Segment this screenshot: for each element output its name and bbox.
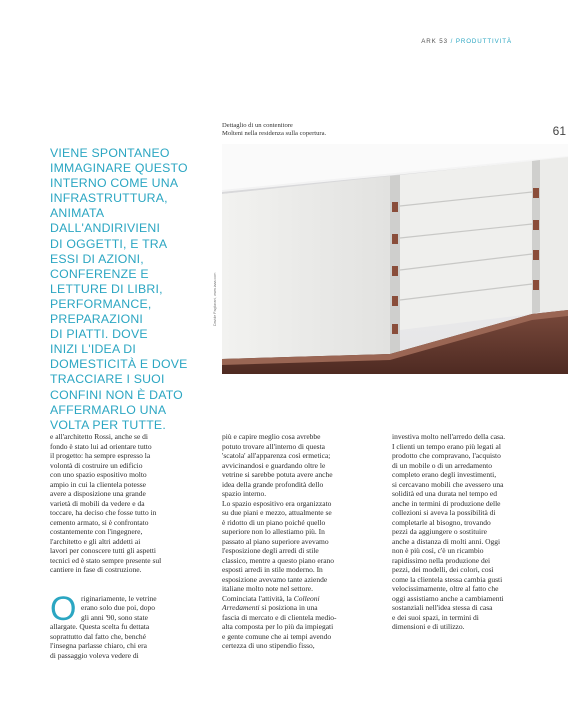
pull-quote-line: INFRASTRUTTURA, <box>50 191 168 206</box>
pull-quote-line: PERFORMANCE, <box>50 296 152 311</box>
pull-quote <box>50 146 228 433</box>
body-line: non è più così, c'è un ricambio <box>392 546 484 555</box>
pull-quote-line: ESSI DI AZIONI, <box>50 251 144 266</box>
pull-quote-line: INIZI L'IDEA DI <box>50 342 136 357</box>
cabinet-illustration <box>222 144 568 374</box>
body-line: l'architetto e gli altri addetti ai <box>50 536 141 546</box>
body-line: pezzi da aggiungere o sostituire <box>392 527 487 536</box>
pull-quote-line: VOLTA PER TUTTE. <box>50 417 166 432</box>
body-line: solidità ed una durata nel tempo ed <box>392 489 497 498</box>
body-line: tecnici ed è stato sempre presente sul <box>50 555 162 565</box>
page-number: 61 <box>552 124 566 138</box>
body-line: l'esposizione degli arredi di stile <box>222 546 319 555</box>
body-line: soprattutto dal fatto che, benché <box>50 631 147 641</box>
body-line: e dei suoi spazi, in termini di <box>392 612 479 622</box>
body-line: di passaggio voleva vedere di <box>50 650 139 660</box>
body-line: anche in termini di produzione delle <box>392 498 501 508</box>
body-text: si posiziona in una <box>259 603 318 612</box>
pull-quote-line: CONFINI NON È DATO <box>50 387 183 402</box>
body-line: vetrine si sarebbe potuta avere anche <box>222 470 333 479</box>
running-header <box>421 38 512 45</box>
body-line: di un mobile o di un arredamento <box>392 460 492 470</box>
body-line <box>222 594 370 604</box>
drop-cap: O <box>50 589 77 628</box>
body-line: con uno spazio espositivo molto <box>50 470 147 479</box>
pull-quote-line: AFFERMARLO UNA <box>50 402 167 417</box>
body-line <box>222 603 370 613</box>
pull-quote-line: LETTURE DI LIBRI, <box>50 281 163 296</box>
body-line: più e capire meglio cosa avrebbe <box>222 432 321 441</box>
body-line: cantiere in fase di costruzione. <box>50 565 142 574</box>
body-line: rapidissimo nella produzione dei <box>392 555 491 565</box>
body-line: volontà di costruire un edificio <box>50 460 143 470</box>
body-line: completarle al bisogno, trovando <box>392 517 491 527</box>
body-line: velocissimamente, oltre al fatto che <box>392 584 499 593</box>
body-line: pezzi, dei modelli, dei colori, così <box>392 565 494 574</box>
body-line: investiva molto nell'arredo della casa. <box>392 432 506 441</box>
body-line: classico, mentre a questo piano erano <box>222 555 335 565</box>
body-line: erano solo due poi, dopo <box>81 603 155 612</box>
dropcap-paragraph <box>50 589 198 661</box>
pull-quote-line: TRACCIARE I SUOI <box>50 372 165 387</box>
body-line: gli anni '90, sono state <box>81 612 148 622</box>
body-line: varietà di mobili da vedere e da <box>50 498 145 508</box>
header-separator: / <box>450 38 454 45</box>
pull-quote-line: DALL'ANDIRIVIENI <box>50 221 161 236</box>
body-column-3 <box>392 432 540 632</box>
body-line: certezza di uno stipendio fisso, <box>222 641 315 650</box>
body-line: esposti arredi in stile moderno. In <box>222 565 323 574</box>
body-line: è ridotto di un piano poiché quello <box>222 517 326 527</box>
cabinet-photo <box>222 144 568 374</box>
body-line: cemento armato, si è confrontato <box>50 517 149 527</box>
section-name: PRODUTTIVITÀ <box>455 38 512 45</box>
pull-quote-line: VIENE SPONTANEO <box>50 146 170 160</box>
magazine-issue: ARK 53 <box>421 38 448 45</box>
body-line: e all'architetto Rossi, anche se di <box>50 432 148 441</box>
body-line: su due piani e mezzo, attualmente se <box>222 508 332 517</box>
body-column-2 <box>222 432 370 651</box>
pull-quote-line: PREPARAZIONI <box>50 312 144 327</box>
body-line: collezioni si aveva la possibilità di <box>392 508 496 517</box>
body-line: come la clientela stessa cambia gusti <box>392 574 503 584</box>
body-line: I clienti un tempo erano più legati al <box>392 441 501 451</box>
body-line: sostanziali nell'idea stessa di casa <box>392 603 493 612</box>
photo-credit: Davide Pagliarani, www.iaaa.com <box>213 272 217 326</box>
body-line: passato al piano superiore avevamo <box>222 536 329 546</box>
photo-caption <box>222 122 326 138</box>
body-line: allargate. Questa scelta fu dettata <box>50 622 150 631</box>
pull-quote-line: DI OGGETTI, E TRA <box>50 236 168 251</box>
pull-quote-line: INTERNO COME UNA <box>50 176 179 191</box>
body-line: esposizione avevamo tante aziende <box>222 574 328 584</box>
body-line: ampio in cui la clientela potesse <box>50 479 147 489</box>
body-line: fondo è stato lui ad orientare tutto <box>50 441 152 451</box>
body-line: completo erano degli investimenti, <box>392 470 497 479</box>
body-line: alta composta per lo più da impiegati <box>222 622 334 631</box>
body-line: l'insegna parlasse chiaro, chi era <box>50 641 147 650</box>
body-line: si cercavano mobili che avessero una <box>392 479 504 489</box>
body-line: costantemente con l'ingegnere, <box>50 527 143 536</box>
company-name-italic: Arredamenti <box>222 603 260 612</box>
body-column-1 <box>50 432 198 660</box>
pull-quote-line: ANIMATA <box>50 206 105 221</box>
caption-line: Molteni nella residenza sulla copertura. <box>222 130 327 137</box>
body-text: Cominciata l'attività, la <box>222 593 292 603</box>
body-line: toccare, ha deciso che fosse tutto in <box>50 508 157 517</box>
body-line: e gente comune che ai tempi avendo <box>222 631 332 641</box>
body-line: anche a distanza di molti anni. Oggi <box>392 536 501 546</box>
body-line: fascia di mercato e di clientela medio- <box>222 612 337 622</box>
pull-quote-line: IMMAGINARE QUESTO <box>50 161 188 176</box>
pull-quote-line: CONFERENZE E <box>50 266 149 281</box>
pull-quote-line: DI PIATTI. DOVE <box>50 327 148 342</box>
body-line: Lo spazio espositivo era organizzato <box>222 498 332 508</box>
body-line: riginariamente, le vetrine <box>81 593 157 603</box>
body-line: lavori per conoscere tutti gli aspetti <box>50 546 157 555</box>
body-line: potuto trovare all'interno di questa <box>222 441 325 451</box>
body-line: avvicinandosi e guardando oltre le <box>222 460 326 470</box>
body-line: spazio interno. <box>222 489 267 498</box>
body-line: italiane molto note nel settore. <box>222 584 314 593</box>
body-line: avere a disposizione una grande <box>50 489 146 498</box>
company-name-italic: Colleoni <box>293 593 320 603</box>
body-line: prodotto che compravano, l'acquisto <box>392 451 501 460</box>
body-line: idea della grande profondità dello <box>222 479 324 489</box>
body-line: dimensioni e di utilizzo. <box>392 622 465 631</box>
pull-quote-line: DOMESTICITÀ E DOVE <box>50 357 188 372</box>
body-line: superiore non lo allestiamo più. In <box>222 527 325 536</box>
body-line: 'scatola' all'apparenza così ermetica; <box>222 451 331 460</box>
body-line: il progetto: ha sempre espresso la <box>50 451 151 460</box>
body-line: oggi assistiamo anche a cambiamenti <box>392 593 504 603</box>
caption-line: Dettaglio di un contenitore <box>222 122 293 129</box>
